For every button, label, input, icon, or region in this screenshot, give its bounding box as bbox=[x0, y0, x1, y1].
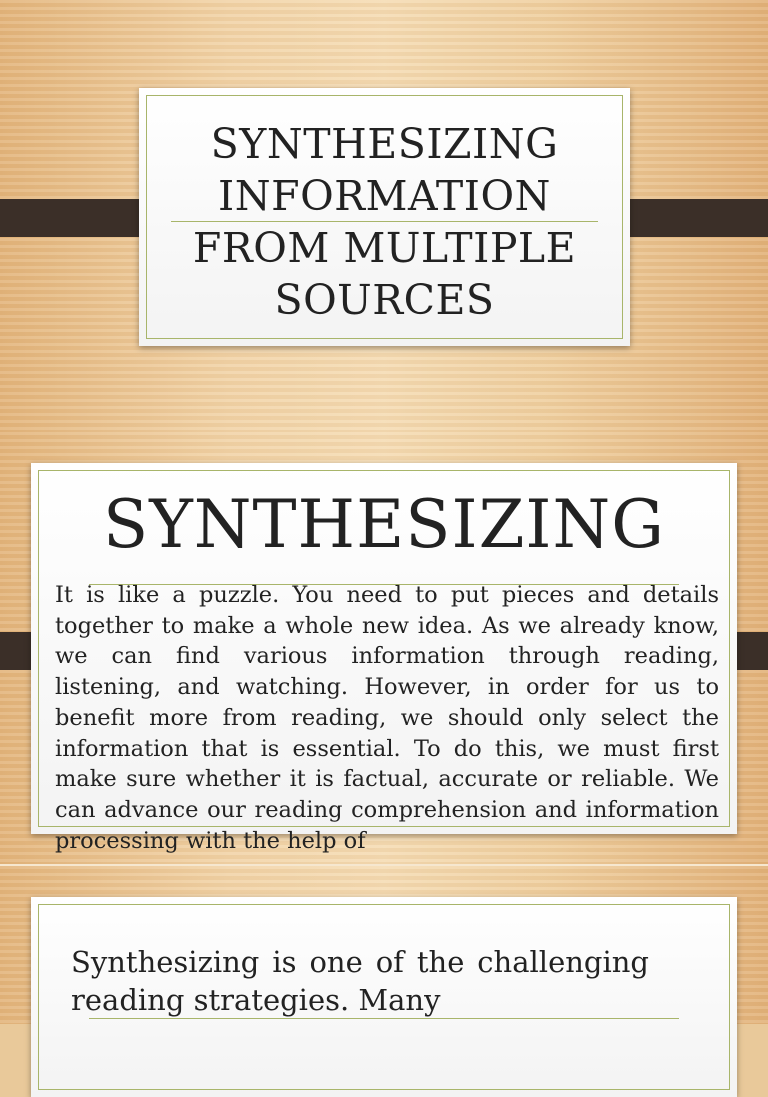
slide-2 bbox=[0, 432, 768, 864]
slide-body-text: It is like a puzzle. You need to put pieces and details together to make a whole new idea. As we already know, we can find various information through reading, listening, and watching. However, in order for us to benefit more from reading, we should only select the information that is essential. To do this, we must first make sure whether it is factual, accurate or reliable. We can advance our reading comprehension and information processing with the help of bbox=[55, 582, 719, 854]
content-card bbox=[31, 463, 737, 854]
slide-1 bbox=[0, 0, 768, 432]
slide-body-text: Synthesizing is one of the challenging reading strategies. Many bbox=[71, 945, 649, 1017]
slide-title: SYNTHESIZING INFORMATION FROM MULTIPLE SOURCES bbox=[192, 120, 577, 324]
title-card bbox=[139, 88, 630, 346]
slide-3 bbox=[0, 866, 768, 1024]
right-decorative-bar bbox=[613, 199, 768, 237]
slide-heading: SYNTHESIZING bbox=[103, 486, 665, 563]
left-decorative-bar bbox=[0, 199, 155, 237]
content-card bbox=[31, 897, 737, 1097]
